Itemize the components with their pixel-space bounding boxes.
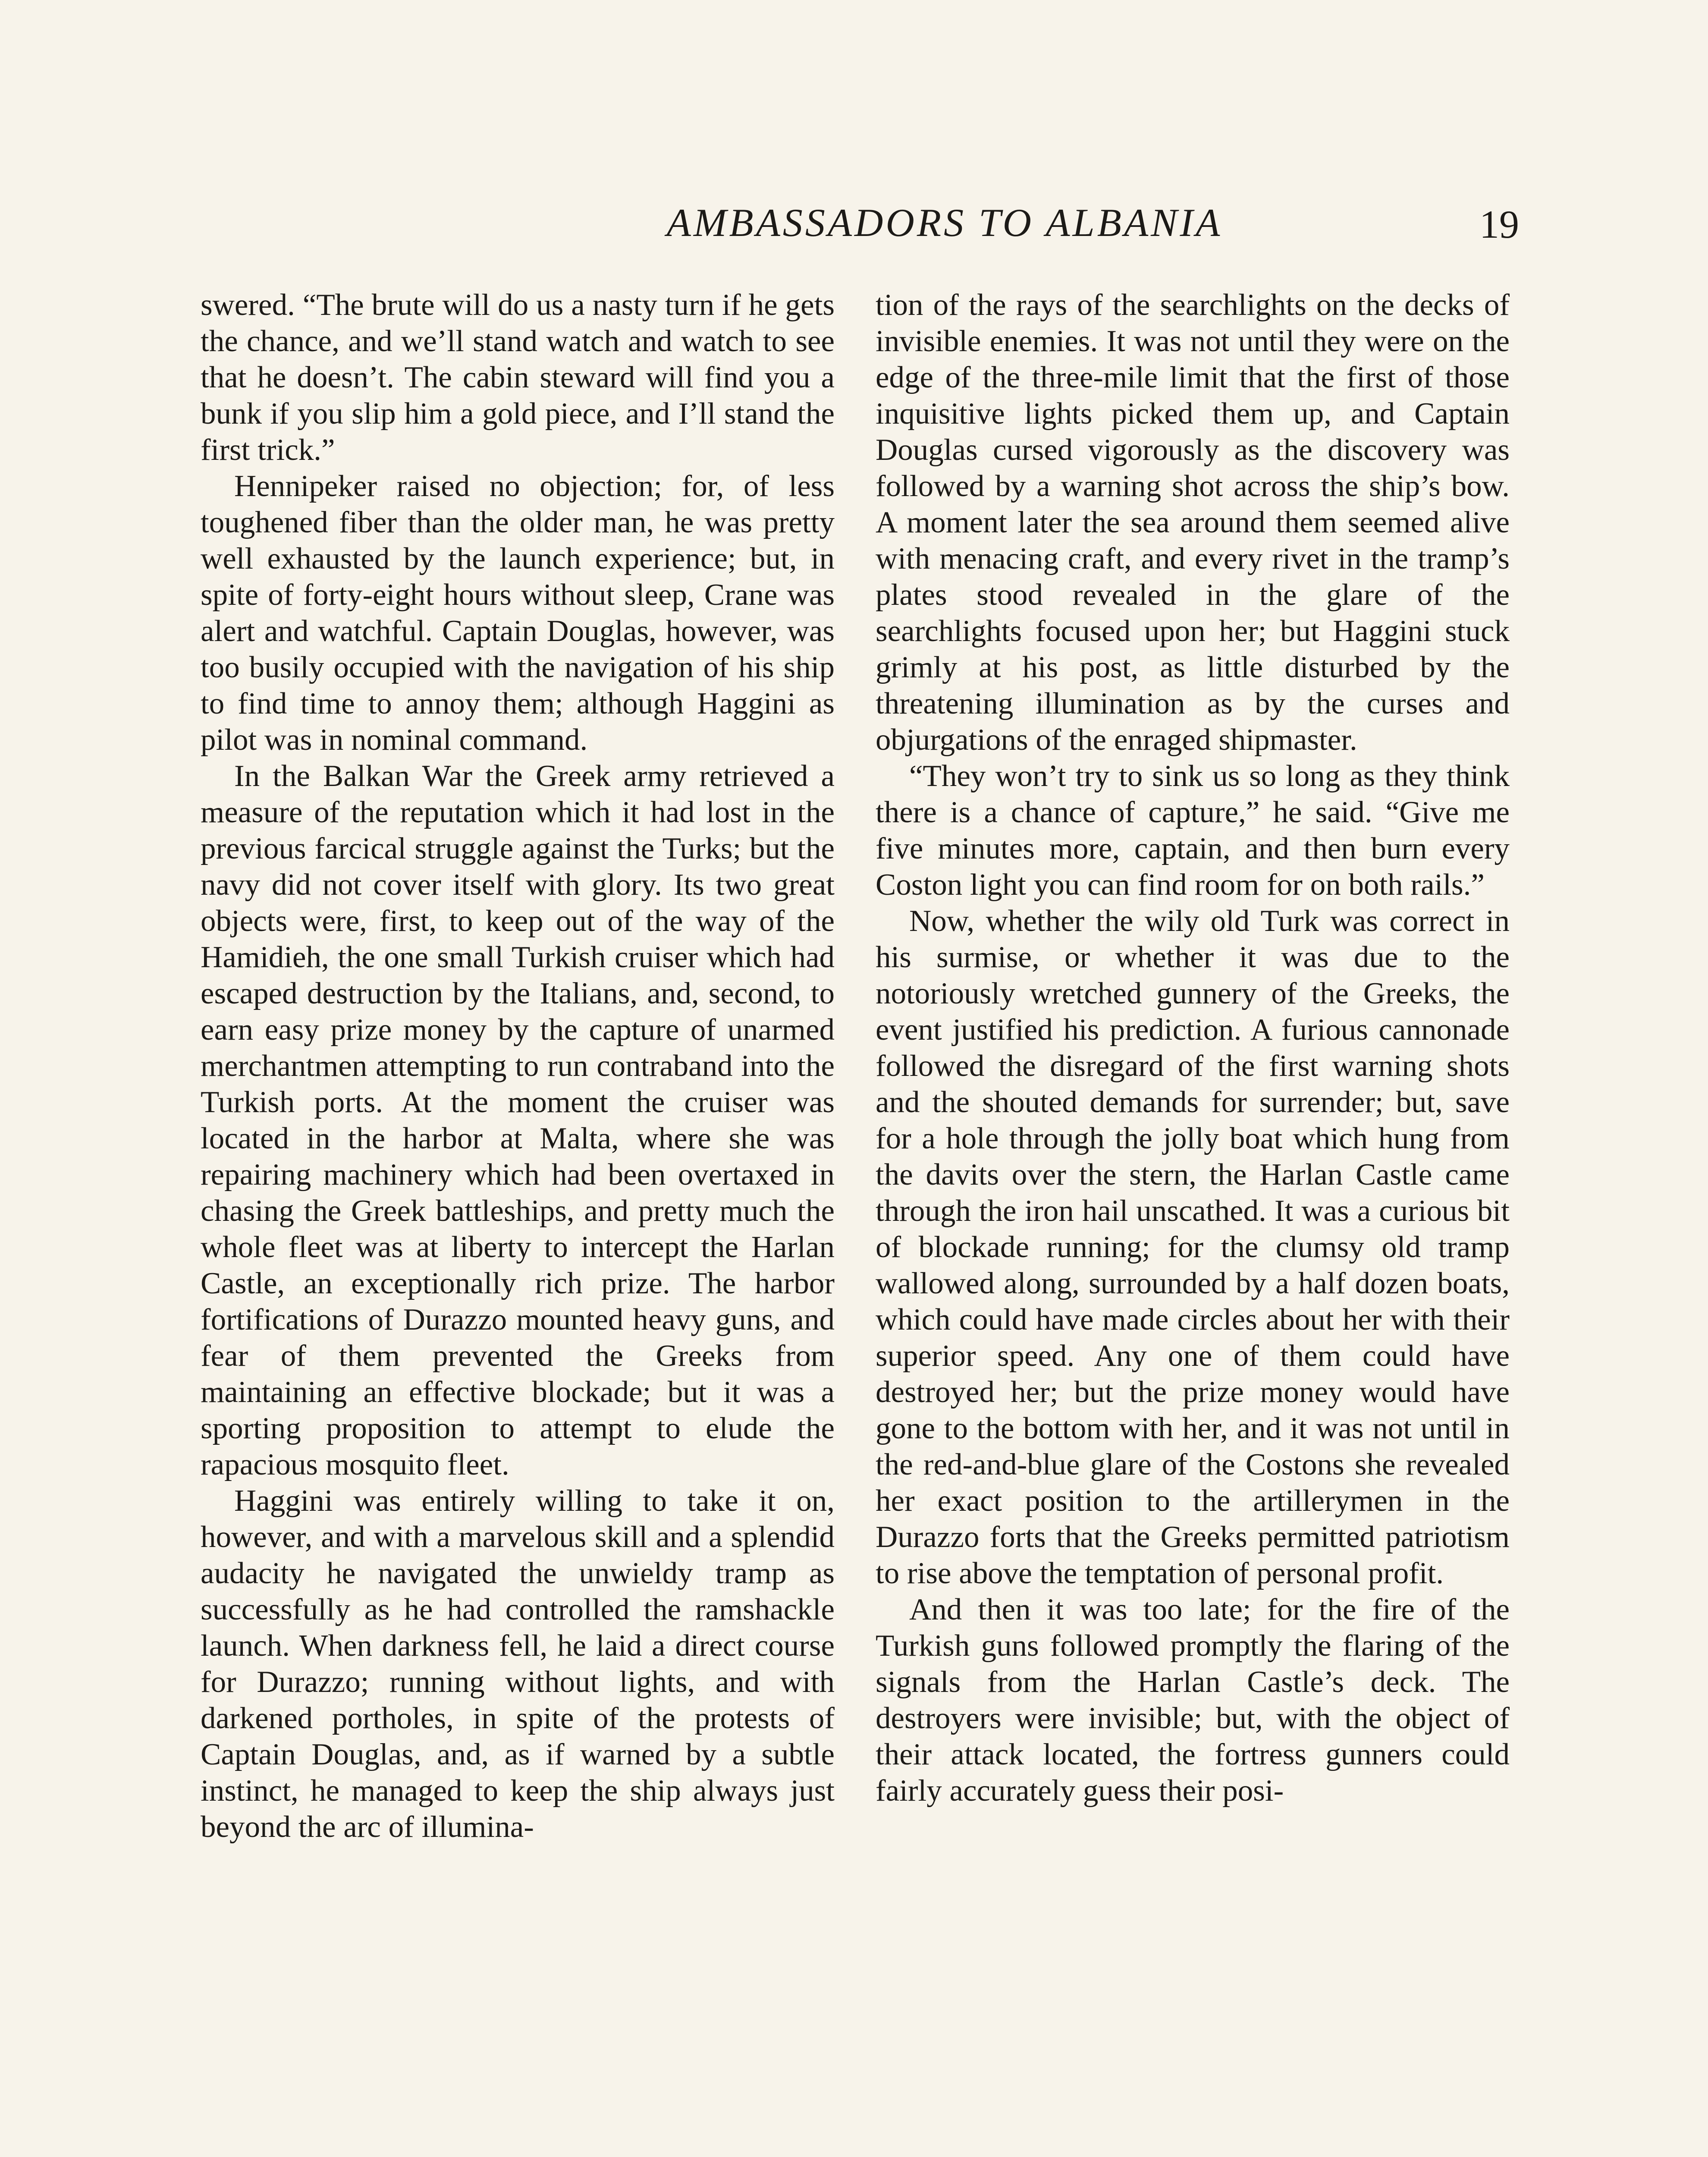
text-column-left — [201, 287, 835, 2157]
paragraph: And then it was too late; for the fire of the Turkish guns followed promptly the flaring of the signals from the Harlan Castle’s deck. The destroyers were invisible; but, with the object of their attack located, the fortress gunners could fairly accurately guess their posi- — [876, 1593, 1510, 1808]
paragraph: swered. “The brute will do us a nasty turn if he gets the chance, and we’ll stand watch and watch to see that he doesn’t. The cabin steward will find you a bunk if you slip him a gold piece, and I’ll stand the first trick.” — [201, 288, 835, 467]
paragraph: “They won’t try to sink us so long as they think there is a chance of capture,” he said. “Give me five minutes more, captain, and then burn every Coston light you can find room for on both rails.” — [876, 759, 1510, 902]
paragraph: Haggini was entirely willing to take it on, however, and with a marvelous skill and a splendid audacity he navigated the unwieldy tramp as successfully as he had controlled the ramshackle launch. When darkness fell, he laid a direct course for Durazzo; running without lights, and with darkened portholes, in spite of the protests of Captain Douglas, and, as if warned by a subtle instinct, he managed to keep the ship always just beyond the arc of illumina- — [201, 1484, 835, 1844]
paragraph: Now, whether the wily old Turk was correct in his surmise, or whether it was due to the notoriously wretched gunnery of the Greeks, the event justified his prediction. A furious cannonade followed the disregard of the first warning shots and the shouted demands for surrender; but, save for a hole through the jolly boat which hung from the davits over the stern, the Harlan Castle came through the iron hail unscathed. It was a curious bit of blockade running; for the clumsy old tramp wallowed along, surrounded by a half dozen boats, which could have made circles about her with their superior speed. Any one of them could have destroyed her; but the prize money would have gone to the bottom with her, and it was not until in the red-and-blue glare of the Costons she revealed her exact position to the artillerymen in the Durazzo forts that the Greeks permitted patriotism to rise above the temptation of personal profit. — [876, 904, 1510, 1590]
running-head-title: AMBASSADORS TO ALBANIA — [666, 201, 1223, 245]
paragraph: In the Balkan War the Greek army retrieved a measure of the reputation which it had lost in the previous farcical struggle against the Turks; but the navy did not cover itself with glory. Its two great objects were, first, to keep out of the way of the Hamidieh, the one small Turkish cruiser which had escaped destruction by the Italians, and, second, to earn easy prize money by the capture of unarmed merchantmen attempting to run contraband into the Turkish ports. At the moment the cruiser was located in the harbor at Malta, where she was repairing machinery which had been overtaxed in chasing the Greek battleships, and pretty much the whole fleet was at liberty to intercept the Harlan Castle, an exceptionally rich prize. The harbor fortifications of Durazzo mounted heavy guns, and fear of them prevented the Greeks from maintaining an effective blockade; but it was a sporting proposition to attempt to elude the rapacious mosquito fleet. — [201, 759, 835, 1481]
page-number: 19 — [1479, 202, 1519, 246]
text-column-right — [876, 287, 1510, 2157]
paragraph: Hennipeker raised no objection; for, of less toughened fiber than the older man, he was pretty well exhausted by the launch experience; but, in spite of forty-eight hours without sleep, Crane was alert and watchful. Captain Douglas, however, was too busily occupied with the navigation of his ship to find time to annoy them; although Haggini as pilot was in nominal command. — [201, 469, 835, 757]
paragraph: tion of the rays of the searchlights on the decks of invisible enemies. It was not until they were on the edge of the three-mile limit that the first of those inquisitive lights picked them up, and Captain Douglas cursed vigorously as the discovery was followed by a warning shot across the ship’s bow. A moment later the sea around them seemed alive with menacing craft, and every rivet in the tramp’s plates stood revealed in the glare of the searchlights focused upon her; but Haggini stuck grimly at his post, as little disturbed by the threatening illumination as by the curses and objurgations of the enraged shipmaster. — [876, 288, 1510, 757]
